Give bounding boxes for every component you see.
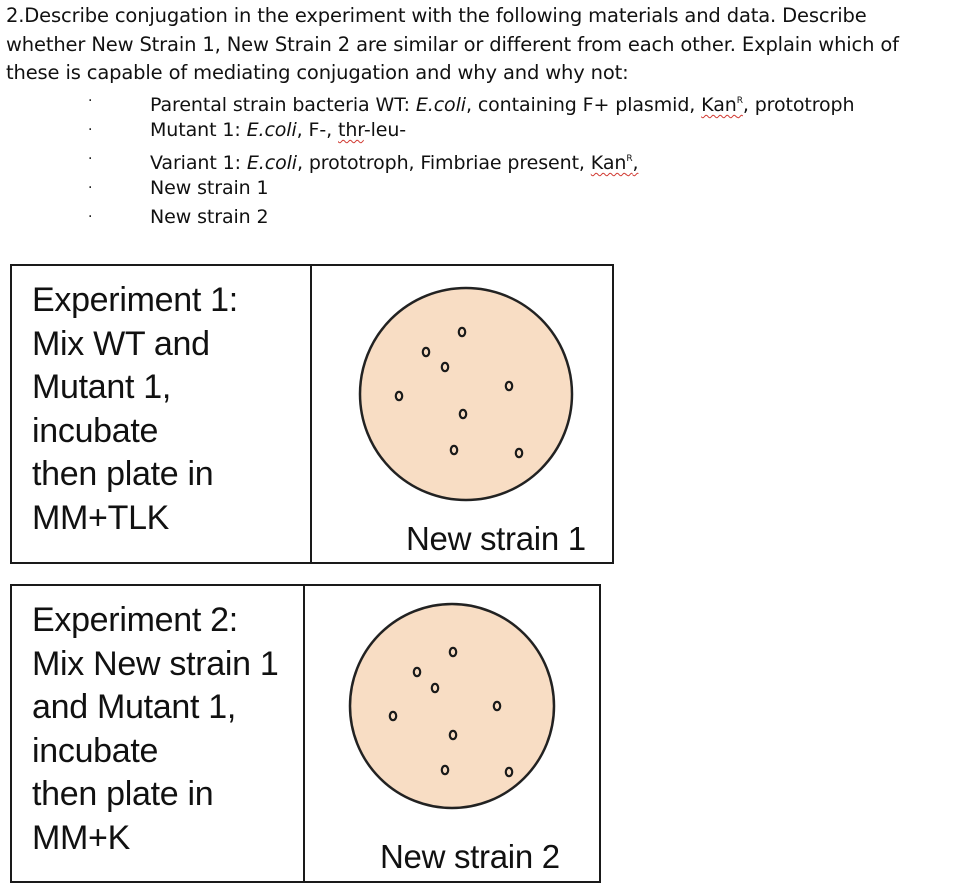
marker-superscript: R [626,154,633,164]
petri-dish-1 [314,266,612,562]
question-text: 2.Describe conjugation in the experiment with the following materials and data. Describe whether New Strain 1, New Strain 2 are similar or different from each other. Explain which of these is capable of mediating conjugation and why and why not: [6,4,899,84]
strain-detail: , containing F+ plasmid, [465,94,702,116]
plate-label: New strain 1 [406,520,586,557]
bullet: · [88,209,93,225]
list-item [0,116,954,145]
experiment-line: Experiment 1: [32,281,238,319]
experiment-line: Mutant 1, [32,368,172,406]
petri-dish-drawing [314,266,612,562]
list-item [0,87,954,116]
experiment-line: then plate in [32,455,214,493]
strain-tail: -leu- [363,119,407,141]
experiment-line: then plate in [32,775,214,813]
plate-label: New strain 2 [380,838,560,875]
experiment-2-box [10,584,601,883]
strain-prefix: Variant 1: [150,152,247,174]
bullet: · [88,122,93,138]
organism-name: E.coli [246,152,297,174]
strain-tail: , [632,152,639,174]
marker-name: Kan [701,94,737,116]
bullet: · [88,180,93,196]
experiment-line: incubate [32,411,159,450]
strain-tail: , prototroph [742,94,855,116]
list-item [0,145,954,174]
marker-name: thr [338,119,364,141]
petri-dish-drawing [307,586,599,881]
marker-name: Kan [590,152,627,174]
experiment-line: Experiment 2: [32,601,238,639]
strain-prefix: Mutant 1: [150,119,247,141]
strain-prefix: Parental strain bacteria WT: [150,94,416,116]
strain-label: New strain 1 [150,177,269,199]
list-item [0,203,954,232]
strain-label: New strain 2 [150,206,269,228]
experiment-line: Mix New strain 1 [32,644,279,683]
experiment-2-description [12,586,305,881]
organism-name: E.coli [415,94,466,116]
experiment-line: MM+TLK [32,498,170,537]
bullet: · [88,93,93,109]
marker-superscript: R [736,96,743,106]
strain-list [0,87,954,232]
strain-detail: , F-, [296,119,339,141]
experiment-line: incubate [32,731,159,770]
experiment-1-description [12,266,312,562]
organism-name: E.coli [246,119,297,141]
experiment-line: and Mutant 1, [32,688,237,726]
plate-circle [360,288,572,500]
plate-circle [350,604,554,808]
petri-dish-2 [307,586,599,881]
bullet: · [88,151,93,167]
experiment-line: MM+K [32,818,130,857]
experiment-1-box [10,264,614,564]
experiment-line: Mix WT and [32,324,210,363]
strain-detail: , prototroph, Fimbriae present, [296,152,591,174]
list-item [0,174,954,203]
